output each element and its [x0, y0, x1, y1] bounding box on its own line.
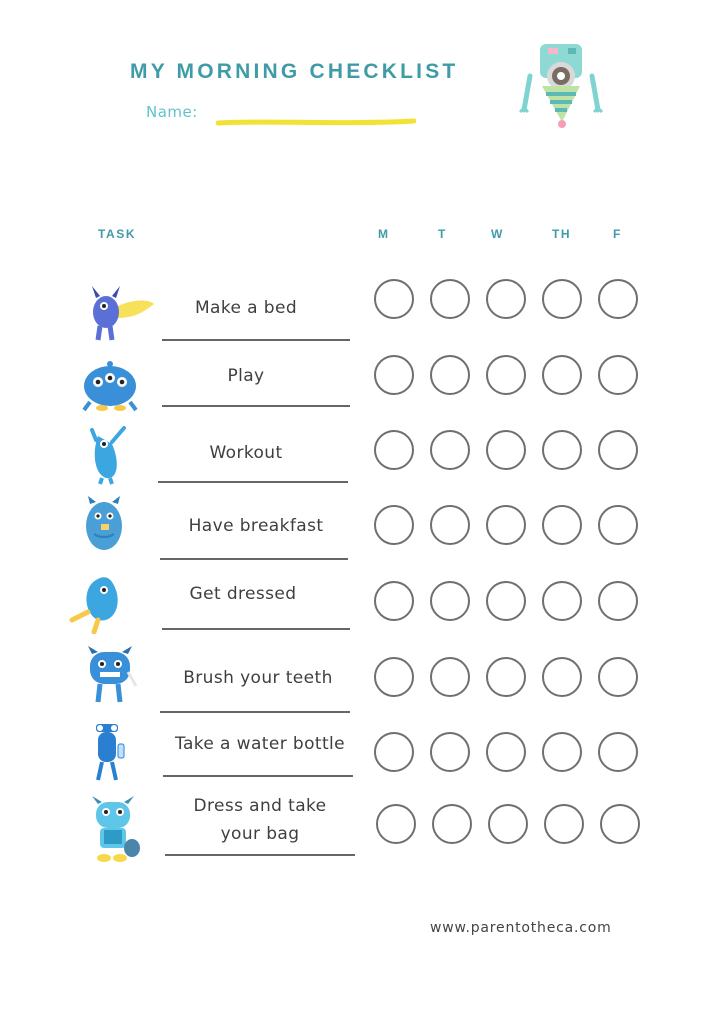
checkbox-row7-tuesday[interactable] [430, 732, 470, 772]
task-underline [162, 405, 350, 407]
checkbox-row5-friday[interactable] [598, 581, 638, 621]
checkbox-row8-monday[interactable] [376, 804, 416, 844]
checkbox-row8-thursday[interactable] [544, 804, 584, 844]
task-underline [165, 854, 355, 856]
day-header-tuesday: T [438, 227, 447, 241]
task-label-dress-and-take-your-bag-line2: your bag [220, 824, 300, 844]
checkbox-row5-tuesday[interactable] [430, 581, 470, 621]
task-label-dress-and-take-your-bag-line1: Dress and take [193, 796, 327, 816]
task-label-brush-your-teeth: Brush your teeth [183, 668, 333, 688]
task-label-take-a-water-bottle: Take a water bottle [174, 734, 346, 754]
checkbox-row7-thursday[interactable] [542, 732, 582, 772]
checkbox-row5-monday[interactable] [374, 581, 414, 621]
checkbox-row4-monday[interactable] [374, 505, 414, 545]
checkbox-row4-wednesday[interactable] [486, 505, 526, 545]
checkbox-row5-wednesday[interactable] [486, 581, 526, 621]
name-label: Name: [146, 103, 198, 121]
footer-website: www.parentotheca.com [430, 920, 612, 936]
day-header-wednesday: W [491, 227, 504, 241]
checkbox-row4-friday[interactable] [598, 505, 638, 545]
checkbox-row8-wednesday[interactable] [488, 804, 528, 844]
task-column-header: TASK [98, 227, 137, 241]
robot-icon [518, 40, 604, 130]
checkbox-row3-wednesday[interactable] [486, 430, 526, 470]
checkbox-row2-monday[interactable] [374, 355, 414, 395]
task-label-make-a-bed: Make a bed [194, 298, 298, 318]
checkbox-row2-tuesday[interactable] [430, 355, 470, 395]
water-bottle-monster-icon [84, 718, 134, 784]
task-underline [162, 339, 350, 341]
task-underline [163, 775, 353, 777]
checkbox-row1-thursday[interactable] [542, 279, 582, 319]
checkbox-row1-wednesday[interactable] [486, 279, 526, 319]
stretching-monster-icon [84, 422, 134, 486]
toothbrush-monster-icon [84, 646, 140, 706]
task-label-have-breakfast: Have breakfast [188, 516, 324, 536]
three-eyed-monster-icon [80, 358, 142, 414]
checkbox-row2-thursday[interactable] [542, 355, 582, 395]
checkbox-row7-wednesday[interactable] [486, 732, 526, 772]
checkbox-row2-friday[interactable] [598, 355, 638, 395]
checkbox-row3-monday[interactable] [374, 430, 414, 470]
checkbox-row3-tuesday[interactable] [430, 430, 470, 470]
bean-monster-icon [68, 570, 134, 634]
page-title: MY MORNING CHECKLIST [130, 60, 459, 83]
checkbox-row6-thursday[interactable] [542, 657, 582, 697]
task-label-play: Play [227, 366, 265, 386]
breakfast-monster-icon [82, 494, 126, 556]
checkbox-row7-monday[interactable] [374, 732, 414, 772]
checkbox-row2-wednesday[interactable] [486, 355, 526, 395]
checkbox-row7-friday[interactable] [598, 732, 638, 772]
checkbox-row4-thursday[interactable] [542, 505, 582, 545]
name-field-underline[interactable] [216, 116, 416, 128]
checkbox-row5-thursday[interactable] [542, 581, 582, 621]
checkbox-row1-monday[interactable] [374, 279, 414, 319]
checkbox-row8-friday[interactable] [600, 804, 640, 844]
checkbox-row6-friday[interactable] [598, 657, 638, 697]
task-label-get-dressed: Get dressed [189, 584, 297, 604]
task-underline [158, 481, 348, 483]
checkbox-row4-tuesday[interactable] [430, 505, 470, 545]
day-header-thursday: TH [552, 227, 572, 241]
task-underline [160, 711, 350, 713]
day-header-friday: F [613, 227, 622, 241]
task-underline [162, 628, 350, 630]
task-label-workout: Workout [209, 443, 283, 463]
checkbox-row1-tuesday[interactable] [430, 279, 470, 319]
checkbox-row6-wednesday[interactable] [486, 657, 526, 697]
checkbox-row6-monday[interactable] [374, 657, 414, 697]
task-underline [160, 558, 348, 560]
checkbox-row3-thursday[interactable] [542, 430, 582, 470]
day-header-monday: M [378, 227, 390, 241]
backpack-monster-icon [88, 794, 146, 866]
checkbox-row1-friday[interactable] [598, 279, 638, 319]
checkbox-row6-tuesday[interactable] [430, 657, 470, 697]
checkbox-row3-friday[interactable] [598, 430, 638, 470]
checkbox-row8-tuesday[interactable] [432, 804, 472, 844]
